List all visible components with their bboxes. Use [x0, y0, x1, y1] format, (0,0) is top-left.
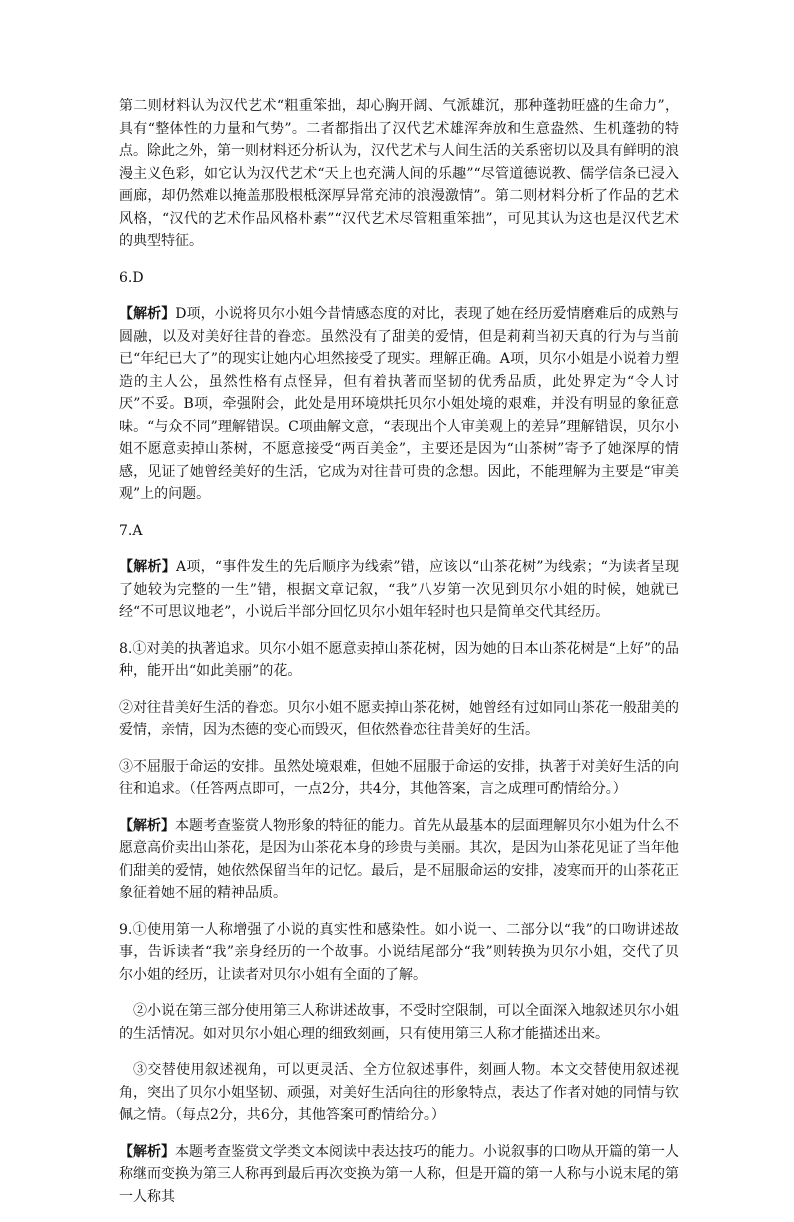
analysis-text: A项，“事件发生的先后顺序为线索”错，应该以“山茶花树”为线索；“为读者呈现了她较为完整的一生”错，根据文章记叙，“我”八岁第一次见到贝尔小姐的时候，她就已经“不可思议地老”，小说后半部分回忆贝尔小姐年轻时也只是简单交代其经历。 [119, 559, 679, 620]
answer-7 [119, 520, 679, 543]
document-page [119, 95, 679, 1222]
answer-9-point-1 [119, 919, 679, 987]
paragraph-text: ②小说在第三部分使用第三人称讲述故事，不受时空限制，可以全面深入地叙述贝尔小姐的生活情况。如对贝尔小姐心理的细致刻画，只有使用第三人称才能描述出来。 [119, 1003, 679, 1042]
answer-text: 7.A [119, 522, 143, 539]
paragraph-text: 8.①对美的执著追求。贝尔小姐不愿意卖掉山茶花树，因为她的日本山茶花树是“上好”的品种，能开出“如此美丽”的花。 [119, 640, 679, 679]
analysis-label: 【解析】 [119, 306, 176, 322]
answer-6 [119, 267, 679, 290]
analysis-7 [119, 556, 679, 624]
paragraph-text: ③不屈服于命运的安排。虽然处境艰难，但她不屈服于命运的安排，执著于对美好生活的向往和追求。（任答两点即可，一点2分，共4分，其他答案，言之成理可酌情给分。） [119, 758, 679, 797]
paragraph-material-analysis [119, 95, 679, 253]
answer-8-point-2 [119, 697, 679, 742]
answer-8-point-1 [119, 638, 679, 683]
paragraph-text: 9.①使用第一人称增强了小说的真实性和感染性。如小说一、二部分以“我”的口吻讲述故事，告诉读者“我”亲身经历的一个故事。小说结尾部分“我”则转换为贝尔小姐，交代了贝尔小姐的经历，让读者对贝尔小姐有全面的了解。 [119, 921, 679, 983]
analysis-text: 本题考查鉴赏文学类文本阅读中表达技巧的能力。小说叙事的口吻从开篇的第一人称继而变换为第三人称再到最后再次变换为第一人称，但是开篇的第一人称与小说末尾的第一人称其 [119, 1143, 679, 1205]
analysis-9 [119, 1141, 679, 1209]
analysis-text: 本题考查鉴赏人物形象的特征的能力。首先从最基本的层面理解贝尔小姐为什么不愿意高价卖出山茶花，是因为山茶花本身的珍贵与美丽。其次，是因为山茶花见证了当年他们甜美的爱情，她依然保留当年的记忆。最后，是不屈服命运的安排，凌寒而开的山茶花正象征着她不屈的精神品质。 [119, 817, 679, 901]
paragraph-text: 第二则材料认为汉代艺术“粗重笨拙，却心胸开阔、气派雄沉，那种蓬勃旺盛的生命力”，具有“整体性的力量和气势”。二者都指出了汉代艺术雄浑奔放和生意盎然、生机蓬勃的特点。除此之外，第一则材料还分析认为，汉代艺术与人间生活的关系密切以及具有鲜明的浪漫主义色彩，如它认为汉代艺术“天上也充满人间的乐趣”“尽管道德说教、儒学信条已浸入画廊，却仍然难以掩盖那股根柢深厚异常充沛的浪漫激情”。第二则材料分析了作品的艺术风格，“汉代的艺术作品风格朴素”“汉代艺术尽管粗重笨拙”，可见其认为这也是汉代艺术的典型特征。 [119, 98, 679, 249]
analysis-label: 【解析】 [119, 559, 177, 575]
analysis-label: 【解析】 [119, 817, 175, 834]
analysis-6 [119, 303, 679, 506]
answer-9-point-2 [119, 1000, 679, 1045]
analysis-label: 【解析】 [119, 1143, 175, 1160]
answer-text: 6.D [119, 269, 144, 286]
paragraph-text: ③交替使用叙述视角，可以更灵活、全方位叙述事件，刻画人物。本文交替使用叙述视角，突出了贝尔小姐坚韧、顽强，对美好生活向往的形象特点，表达了作者对她的同情与钦佩之情。（每点2分，共6分，其他答案可酌情给分。） [119, 1062, 679, 1123]
answer-9-point-3 [119, 1059, 679, 1127]
analysis-8 [119, 815, 679, 905]
answer-8-point-3 [119, 756, 679, 801]
paragraph-text: ②对往昔美好生活的眷恋。贝尔小姐不愿卖掉山茶花树，她曾经有过如同山茶花一般甜美的爱情，亲情，因为杰德的变心而毁灭，但依然眷恋往昔美好的生活。 [119, 699, 679, 738]
analysis-text: D项，小说将贝尔小姐今昔情感态度的对比，表现了她在经历爱情磨难后的成熟与圆融，以及对美好往昔的眷恋。虽然没有了甜美的爱情，但是莉莉当初天真的行为与当前已“年纪已大了”的现实让她内心坦然接受了现实。理解正确。A项，贝尔小姐是小说着力塑造的主人公，虽然性格有点怪异，但有着执著而坚韧的优秀品质，此处界定为“令人讨厌”不妥。B项，牵强附会，此处是用环境烘托贝尔小姐处境的艰难，并没有明显的象征意味。“与众不同”理解错误。C项曲解文意，“表现出个人审美观上的差异”理解错误，贝尔小姐不愿意卖掉山茶树，不愿意接受“两百美金”，主要还是因为“山茶树”寄予了她深厚的情感，见证了她曾经美好的生活，它成为对往昔可贵的念想。因此，不能理解为主要是“审美观”上的问题。 [119, 306, 680, 502]
